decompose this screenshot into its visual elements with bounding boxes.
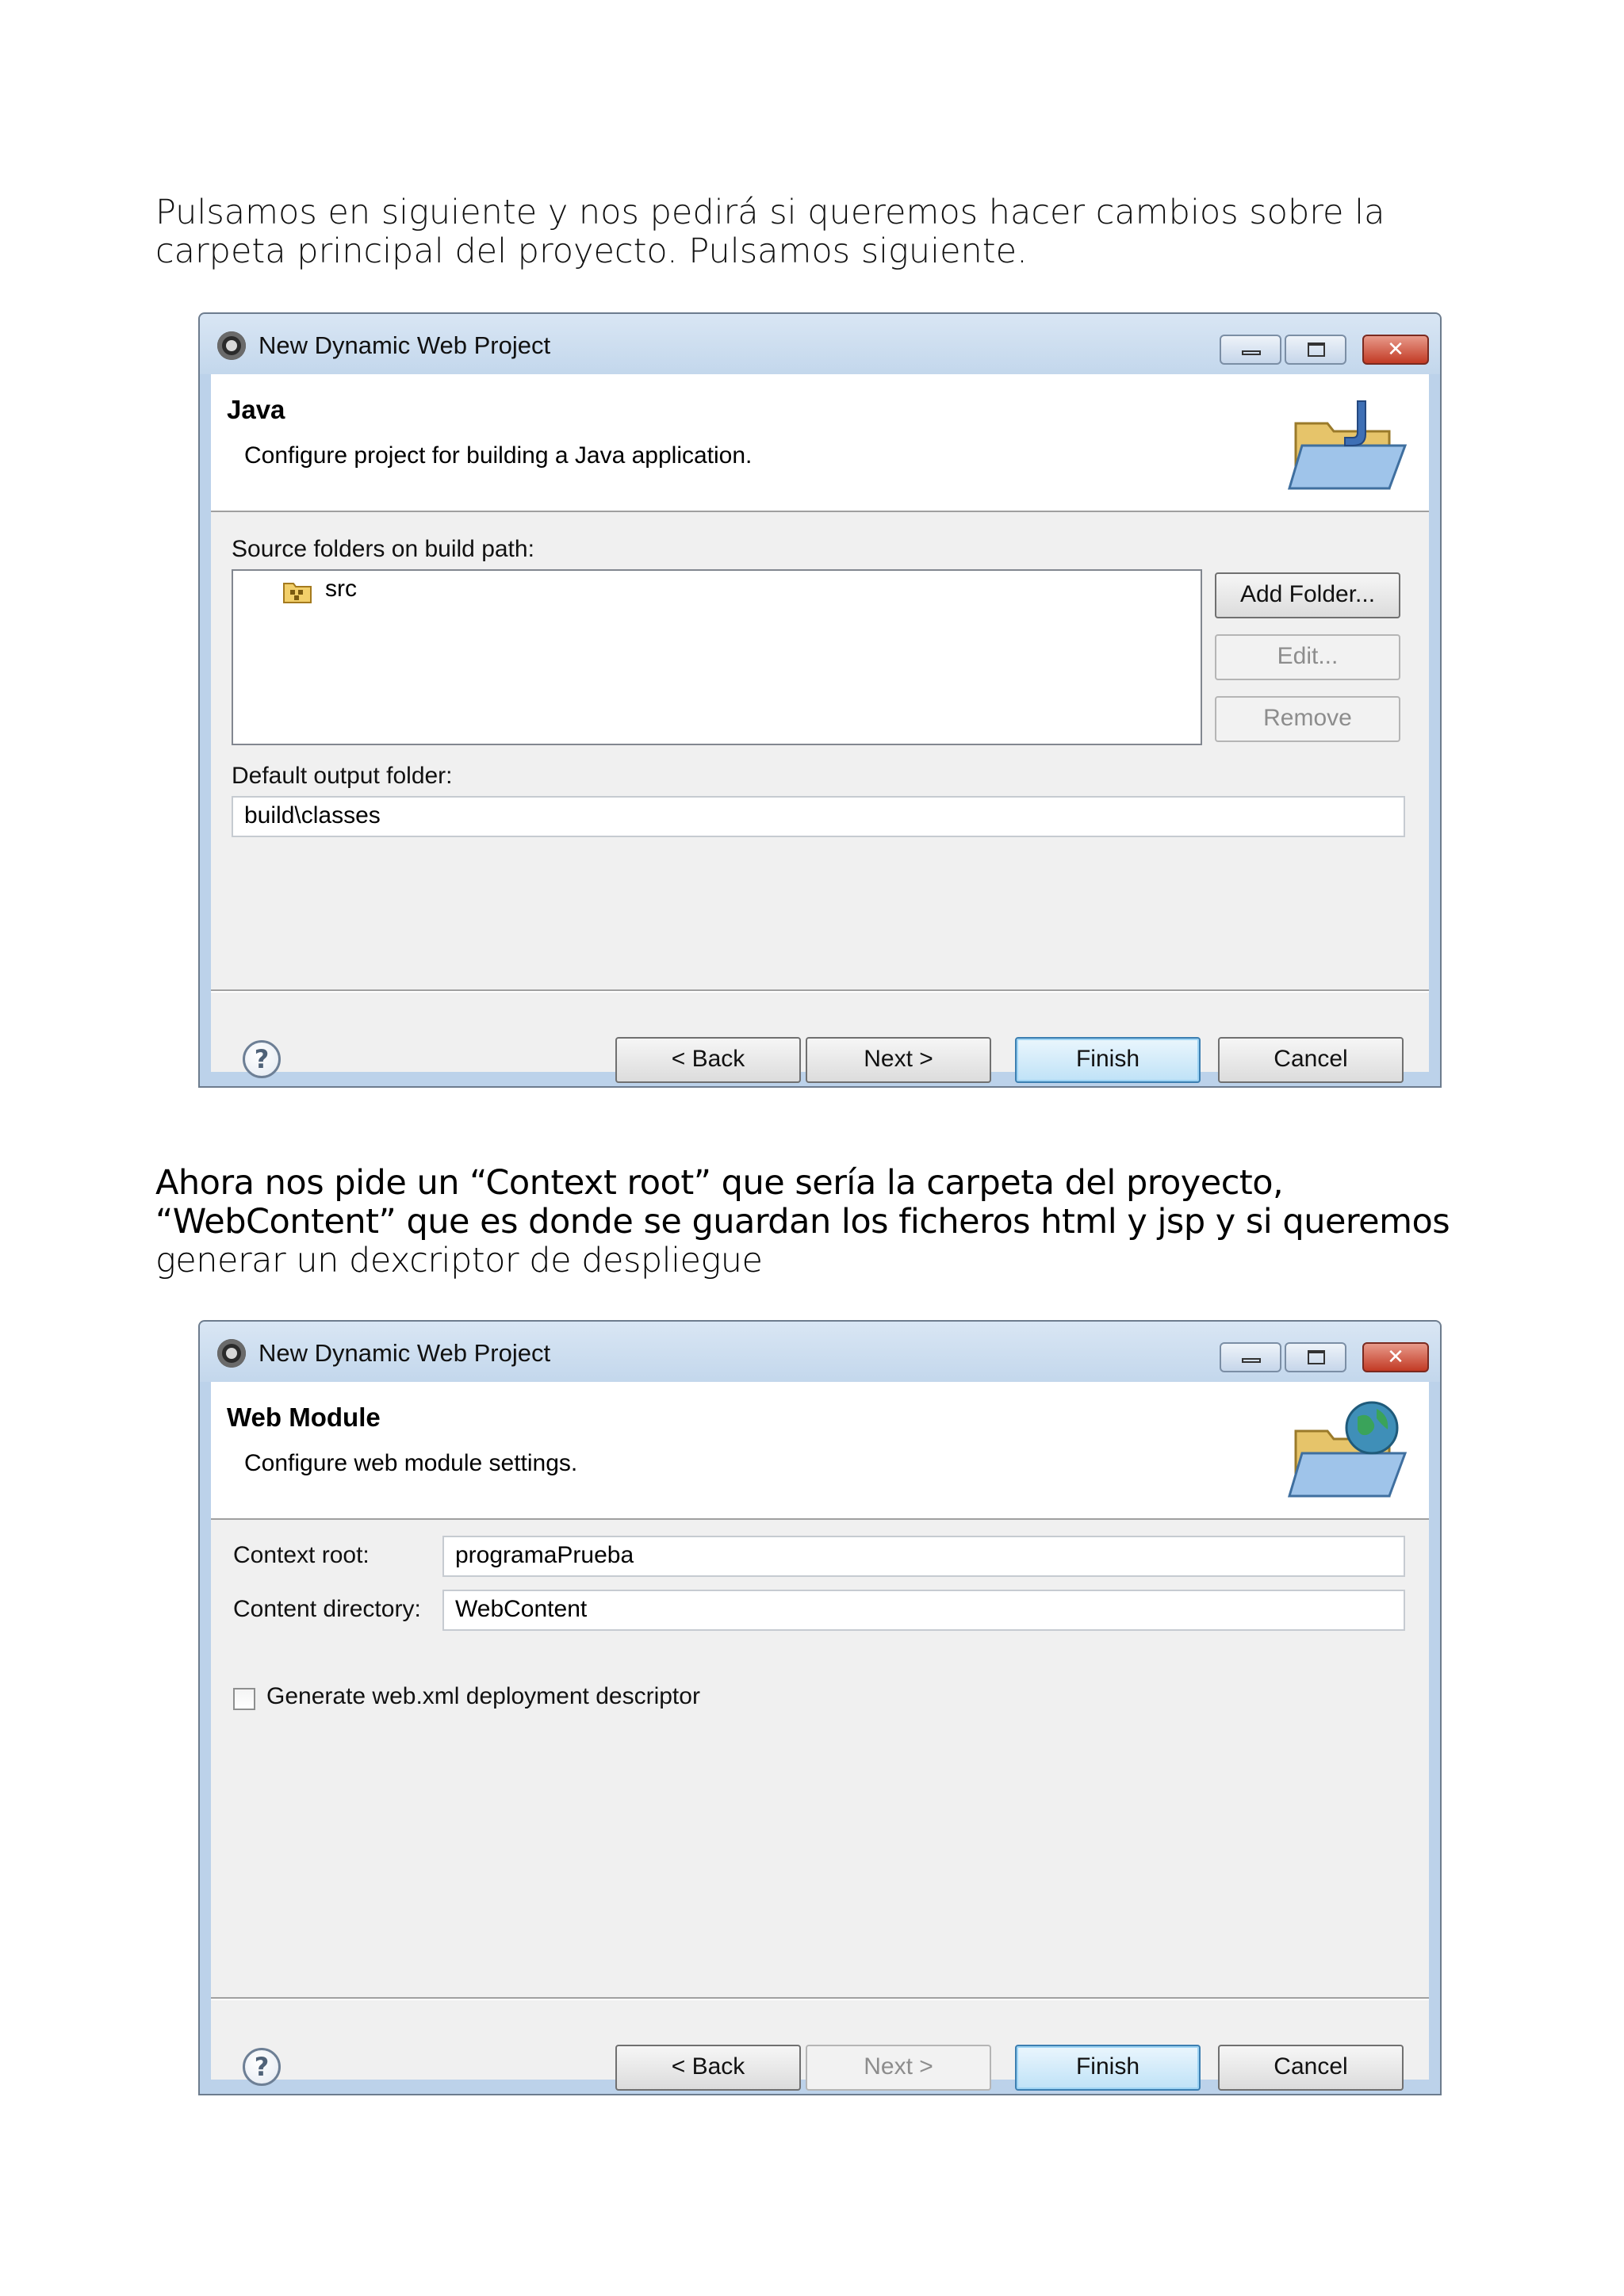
paragraph-1-line-2: carpeta principal del proyecto. Pulsamos siguiente. [155, 232, 1028, 271]
cancel-button[interactable]: Cancel [1218, 1037, 1404, 1083]
page-description: Configure project for building a Java application. [244, 442, 753, 469]
maximize-button[interactable] [1285, 1342, 1346, 1372]
minimize-icon [1242, 350, 1261, 355]
wizard-banner [211, 1382, 1429, 1520]
finish-button[interactable]: Finish [1015, 2045, 1201, 2091]
next-button[interactable]: Next > [806, 2045, 991, 2091]
web-folder-globe-icon [1278, 1398, 1413, 1509]
remove-button[interactable]: Remove [1215, 696, 1400, 742]
close-icon: ✕ [1387, 1345, 1404, 1369]
footer-separator [211, 989, 1429, 991]
source-folders-list[interactable] [232, 569, 1202, 745]
content-directory-label: Content directory: [233, 1596, 421, 1622]
context-root-label: Context root: [233, 1542, 370, 1568]
add-folder-button[interactable]: Add Folder... [1215, 572, 1400, 618]
minimize-button[interactable] [1220, 335, 1281, 365]
close-button[interactable] [1362, 1342, 1429, 1372]
eclipse-icon [217, 331, 246, 360]
edit-button[interactable]: Edit... [1215, 634, 1400, 680]
wizard-banner [211, 374, 1429, 512]
maximize-icon [1308, 1350, 1325, 1364]
close-icon: ✕ [1387, 338, 1404, 362]
window-title: New Dynamic Web Project [259, 1339, 551, 1367]
window-title: New Dynamic Web Project [259, 331, 551, 359]
page-title: Web Module [227, 1402, 381, 1432]
help-icon[interactable]: ? [243, 1040, 281, 1078]
java-folder-icon [1278, 390, 1413, 501]
dialog-client-area [211, 374, 1429, 1072]
source-folders-label: Source folders on build path: [232, 536, 534, 562]
finish-button[interactable]: Finish [1015, 1037, 1201, 1083]
minimize-icon [1242, 1358, 1261, 1363]
next-button[interactable]: Next > [806, 1037, 991, 1083]
web-module-dialog [198, 1320, 1442, 2095]
window-titlebar[interactable] [200, 314, 1440, 374]
dialog-client-area [211, 1382, 1429, 2080]
eclipse-icon [217, 1339, 246, 1368]
list-item[interactable] [325, 576, 357, 603]
paragraph-2-line-1: Ahora nos pide un “Context root” que sería la carpeta del proyecto, [155, 1163, 1284, 1203]
close-button[interactable] [1362, 335, 1429, 365]
output-folder-input[interactable]: build\classes [232, 796, 1405, 837]
page-description: Configure web module settings. [244, 1450, 578, 1476]
page-title: Java [227, 395, 285, 424]
java-settings-dialog [198, 312, 1442, 1088]
maximize-button[interactable] [1285, 335, 1346, 365]
content-directory-input[interactable]: WebContent [442, 1590, 1405, 1631]
back-button[interactable]: < Back [615, 2045, 801, 2091]
source-folder-icon [282, 579, 314, 604]
paragraph-1 [155, 193, 1488, 271]
paragraph-2 [155, 1164, 1488, 1280]
cancel-button[interactable]: Cancel [1218, 2045, 1404, 2091]
generate-descriptor-label[interactable]: Generate web.xml deployment descriptor [266, 1683, 700, 1709]
back-button[interactable]: < Back [615, 1037, 801, 1083]
source-folder-name: src [325, 576, 357, 602]
output-folder-label: Default output folder: [232, 763, 453, 789]
paragraph-1-line-1: Pulsamos en siguiente y nos pedirá si queremos hacer cambios sobre la [155, 193, 1385, 232]
paragraph-2-line-3: generar un dexcriptor de despliegue [155, 1241, 763, 1280]
help-icon[interactable]: ? [243, 2048, 281, 2086]
maximize-icon [1308, 342, 1325, 357]
paragraph-2-line-2: “WebContent” que es donde se guardan los ficheros html y jsp y si queremos [155, 1202, 1450, 1242]
context-root-input[interactable]: programaPrueba [442, 1536, 1405, 1577]
minimize-button[interactable] [1220, 1342, 1281, 1372]
footer-separator [211, 1997, 1429, 1999]
window-titlebar[interactable] [200, 1322, 1440, 1382]
generate-descriptor-checkbox[interactable] [233, 1688, 255, 1710]
